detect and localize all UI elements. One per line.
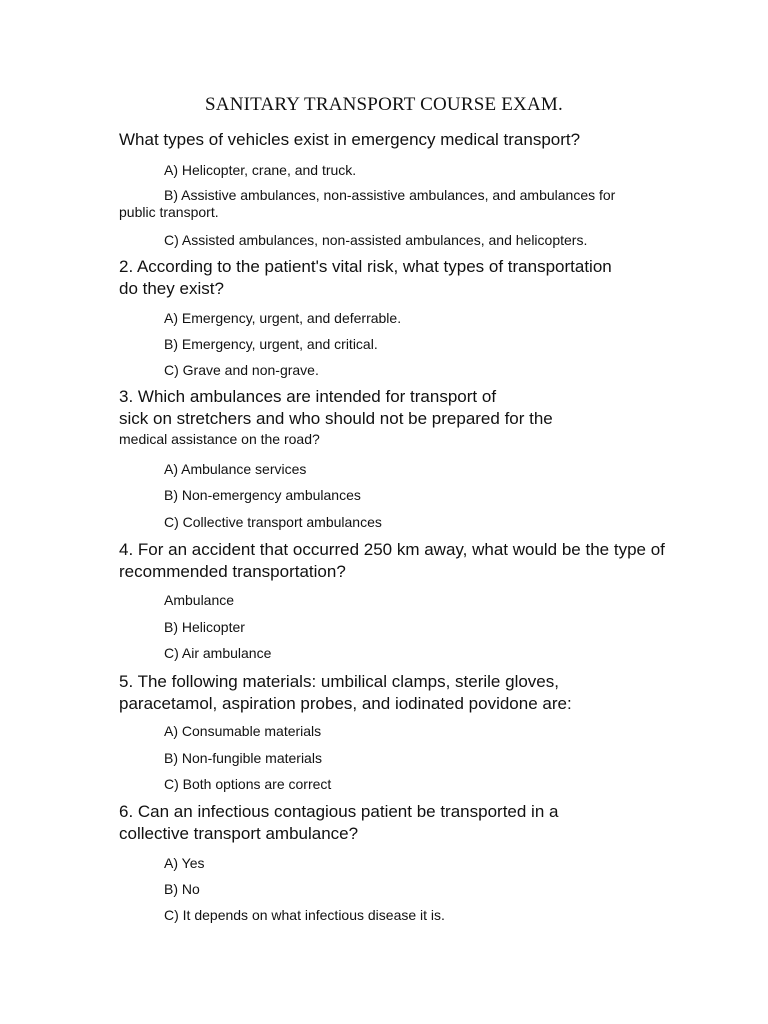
question-1-option-a: A) Helicopter, crane, and truck. [164,162,357,178]
question-1 [119,129,679,151]
question-1-option-b: B) Assistive ambulances, non-assistive ambulances, and ambulances for public transport. [119,187,616,220]
question-5-option-c: C) Both options are correct [164,776,332,792]
question-5-line-2: paracetamol, aspiration probes, and iodinated povidone are: [119,693,572,713]
question-2 [119,256,679,299]
question-2-line-1: 2. According to the patient's vital risk, what types of transportation [119,257,612,276]
question-3-option-c: C) Collective transport ambulances [164,514,382,530]
question-4-line-2: recommended transportation? [119,561,346,581]
question-4-line-1: 4. For an accident that occurred 250 km away, what would be the type of [119,540,665,559]
question-5 [119,671,679,714]
question-3 [119,386,679,449]
question-3-line-2: sick on stretchers and who should not be prepared for the [119,408,553,428]
question-6-line-1: 6. Can an infectious contagious patient be transported in a [119,802,559,821]
question-2-option-a: A) Emergency, urgent, and deferrable. [164,310,402,326]
question-5-option-a: A) Consumable materials [164,723,322,739]
question-6 [119,801,679,844]
question-3-line-3: medical assistance on the road? [119,431,320,447]
question-1-option-c: C) Assisted ambulances, non-assisted ambulances, and helicopters. [164,232,588,248]
question-2-option-b: B) Emergency, urgent, and critical. [164,336,378,352]
question-4-option-b: B) Helicopter [164,619,245,635]
question-3-option-b: B) Non-emergency ambulances [164,487,361,503]
exam-title: SANITARY TRANSPORT COURSE EXAM. [205,94,563,115]
question-2-option-c: C) Grave and non-grave. [164,362,319,378]
question-3-line-1: 3. Which ambulances are intended for transport of [119,387,497,406]
question-4 [119,539,679,582]
question-6-option-c: C) It depends on what infectious disease it is. [164,907,445,923]
question-6-option-a: A) Yes [164,855,205,871]
question-6-line-2: collective transport ambulance? [119,823,359,843]
question-4-option-c: C) Air ambulance [164,645,272,661]
question-5-line-1: 5. The following materials: umbilical clamps, sterile gloves, [119,672,559,691]
question-2-line-2: do they exist? [119,278,224,298]
question-1-text: What types of vehicles exist in emergency medical transport? [119,130,581,149]
question-5-option-b: B) Non-fungible materials [164,750,322,766]
question-3-option-a: A) Ambulance services [164,461,307,477]
question-6-option-b: B) No [164,881,200,897]
question-4-option-a: Ambulance [164,592,235,608]
